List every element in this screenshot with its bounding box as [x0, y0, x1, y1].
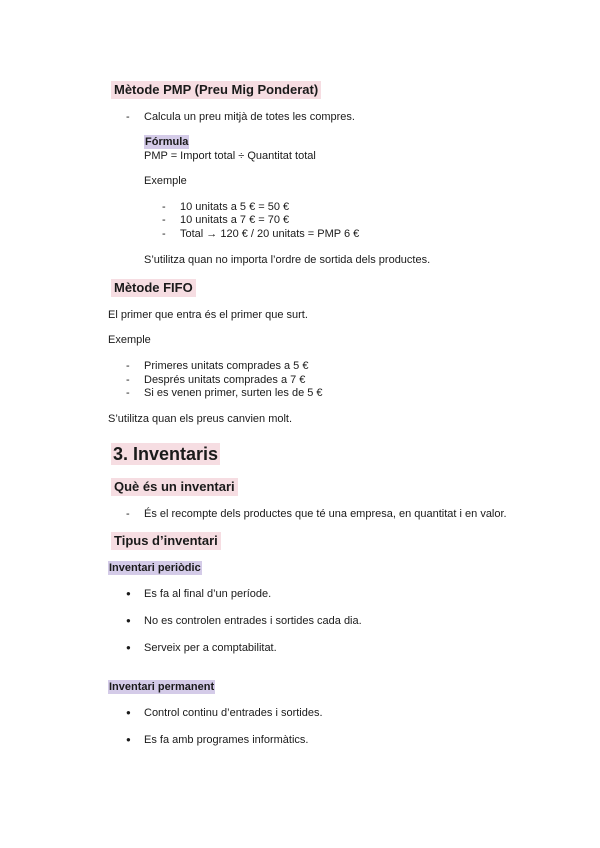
fifo-intro: El primer que entra és el primer que surt. [108, 309, 308, 321]
pmp-heading: Mètode PMP (Preu Mig Ponderat) [111, 81, 321, 99]
pmp-example-3: - Total → 120 € / 20 unitats = PMP 6 € [180, 227, 359, 241]
fifo-example-3: - Si es venen primer, surten les de 5 € [144, 386, 323, 400]
periodic-item-1: ● Es fa al final d’un període. [144, 587, 271, 601]
fifo-example-2: - Després unitats comprades a 7 € [144, 373, 305, 387]
inventaris-heading: 3. Inventaris [113, 444, 219, 464]
pmp-usage: S’utilitza quan no importa l’ordre de sortida dels productes. [144, 254, 431, 266]
fifo-example-label: Exemple [108, 334, 151, 346]
permanent-heading: Inventari permanent [109, 681, 215, 693]
types-heading: Tipus d’inventari [111, 532, 221, 550]
pmp-example-1: - 10 unitats a 5 € = 50 € [180, 200, 289, 214]
permanent-item-2: ● Es fa amb programes informàtics. [144, 733, 308, 747]
pmp-formula-text: PMP = Import total ÷ Quantitat total [144, 150, 316, 162]
what-item: - És el recompte dels productes que té una empresa, en quantitat i en valor. [144, 507, 507, 521]
permanent-item-1: ● Control continu d’entrades i sortides. [144, 706, 323, 720]
periodic-item-2: ● No es controlen entrades i sortides cada dia. [144, 614, 362, 628]
pmp-item-1: - Calcula un preu mitjà de totes les compres. [144, 110, 355, 124]
periodic-heading: Inventari periòdic [109, 562, 201, 574]
what-heading: Què és un inventari [111, 478, 238, 496]
fifo-example-1: - Primeres unitats comprades a 5 € [144, 359, 308, 373]
pmp-formula-label: Fórmula [145, 136, 189, 148]
fifo-usage: S’utilitza quan els preus canvien molt. [108, 413, 293, 425]
pmp-example-label: Exemple [144, 175, 187, 187]
periodic-item-3: ● Serveix per a comptabilitat. [144, 641, 277, 655]
fifo-heading: Mètode FIFO [111, 279, 196, 297]
pmp-example-2: - 10 unitats a 7 € = 70 € [180, 213, 289, 227]
